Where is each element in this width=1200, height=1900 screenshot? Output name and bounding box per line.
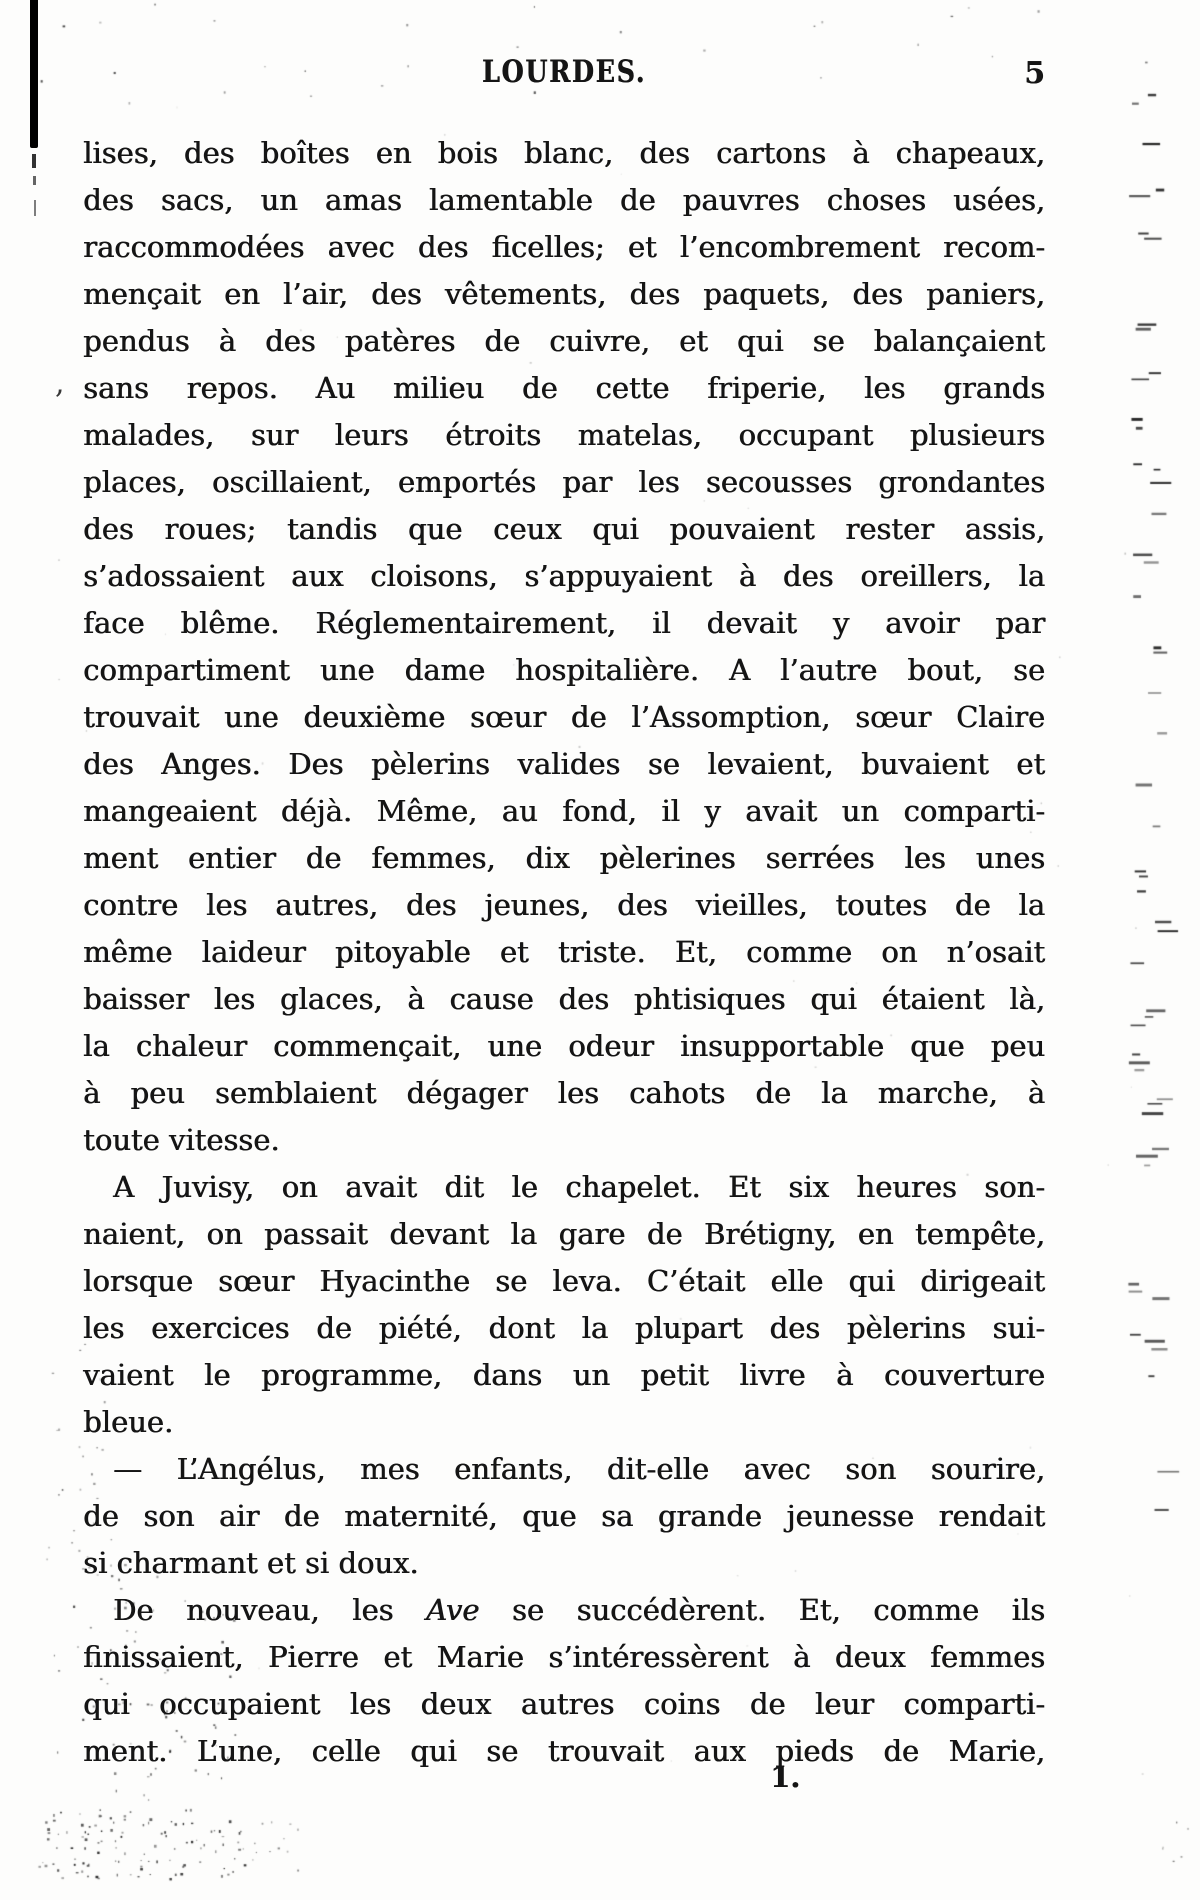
text-line: contre les autres, des jeunes, des vieilles, toutes de la [83,888,1045,922]
scan-edge-artifact-dash [34,200,36,216]
text-line: vaient le programme, dans un petit livre à couverture [83,1358,1045,1392]
text-line: trouvait une deuxième sœur de l’Assomption, sœur Claire [83,700,1045,734]
text-line: pendus à des patères de cuivre, et qui se balançaient [83,324,1045,358]
scan-edge-artifact-dash [32,154,36,168]
text-line: baisser les glaces, à cause des phtisiques qui étaient là, [83,982,1045,1016]
signature-mark: 1. [770,1760,801,1794]
text-line: De nouveau, les Ave se succédèrent. Et, comme ils [113,1593,1045,1627]
text-line: malades, sur leurs étroits matelas, occupant plusieurs [83,418,1045,452]
text-line: des sacs, un amas lamentable de pauvres choses usées, [83,183,1045,217]
text-line: compartiment une dame hospitalière. A l’autre bout, se [83,653,1045,687]
text-line: bleue. [83,1405,174,1439]
text-line: même laideur pitoyable et triste. Et, comme on n’osait [83,935,1045,969]
text-line: raccommodées avec des ficelles; et l’encombrement recom- [83,230,1045,264]
text-line: les exercices de piété, dont la plupart des pèlerins sui- [83,1311,1045,1345]
text-line: lises, des boîtes en bois blanc, des cartons à chapeaux, [83,136,1045,170]
text-line: si charmant et si doux. [83,1546,419,1580]
scan-edge-artifact-dash [33,176,36,185]
text-line: toute vitesse. [83,1123,280,1157]
text-line: qui occupaient les deux autres coins de leur comparti- [83,1687,1045,1721]
text-line: finissaient, Pierre et Marie s’intéressèrent à deux femmes [83,1640,1045,1674]
text-line: mençait en l’air, des vêtements, des paquets, des paniers, [83,277,1045,311]
page-text [83,130,1045,1775]
text-line: des Anges. Des pèlerins valides se levaient, buvaient et [83,747,1045,781]
text-line: la chaleur commençait, une odeur insupportable que peu [83,1029,1045,1063]
scan-edge-artifact [30,0,38,148]
text-line: de son air de maternité, que sa grande jeunesse rendait [83,1499,1045,1533]
text-line: des roues; tandis que ceux qui pouvaient rester assis, [83,512,1045,546]
text-line: s’adossaient aux cloisons, s’appuyaient à des oreillers, la [83,559,1045,593]
text-line: sans repos. Au milieu de cette friperie, les grands [83,371,1045,405]
running-title: LOURDES. [481,54,647,90]
text-line: A Juvisy, on avait dit le chapelet. Et six heures son- [113,1170,1045,1204]
text-line: face blême. Réglementairement, il devait y avoir par [83,606,1045,640]
stray-ink-mark: , [55,366,65,401]
text-line: places, oscillaient, emportés par les secousses grondantes [83,465,1045,499]
text-line: mangeaient déjà. Même, au fond, il y avait un comparti- [83,794,1045,828]
text-line: naient, on passait devant la gare de Brétigny, en tempête, [83,1217,1045,1251]
text-line: à peu semblaient dégager les cahots de la marche, à [83,1076,1045,1110]
page-number: 5 [1024,56,1045,91]
text-line: lorsque sœur Hyacinthe se leva. C’était elle qui dirigeait [83,1264,1045,1298]
text-line: ment entier de femmes, dix pèlerines serrées les unes [83,841,1045,875]
text-line: — L’Angélus, mes enfants, dit-elle avec son sourire, [113,1452,1045,1486]
text-line: ment. L’une, celle qui se trouvait aux pieds de Marie, [83,1734,1045,1768]
